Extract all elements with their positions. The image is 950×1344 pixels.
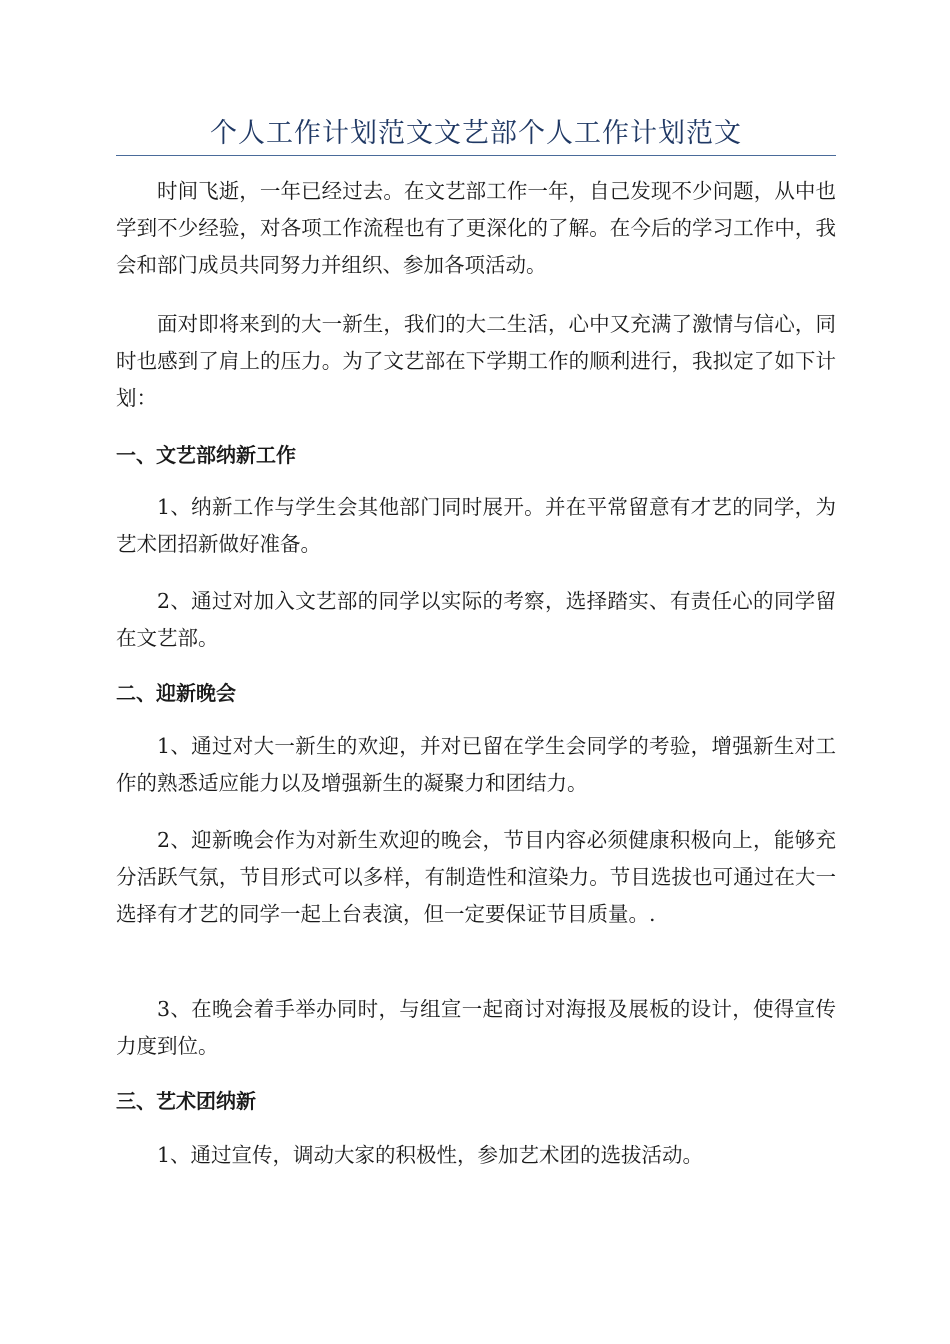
section-2-item-2	[116, 822, 836, 933]
section-heading-1	[116, 440, 836, 470]
intro-paragraph-1	[116, 173, 836, 284]
document-title: 个人工作计划范文文艺部个人工作计划范文	[210, 118, 742, 149]
section-heading-2	[116, 678, 836, 708]
section-heading-3	[116, 1086, 836, 1116]
list-item: 2、迎新晚会作为对新生欢迎的晚会，节目内容必须健康积极向上，能够充分活跃气氛，节目形式可以多样，有制造性和渲染力。节目选拔也可通过在大一选择有才艺的同学一起上台表演，但一定要保证节目质量。.	[116, 828, 836, 926]
section-heading: 二、迎新晚会	[116, 681, 236, 705]
title-underline	[116, 155, 836, 156]
list-item: 1、通过宣传，调动大家的积极性，参加艺术团的选拔活动。	[157, 1143, 704, 1167]
section-heading: 三、艺术团纳新	[116, 1089, 256, 1113]
paragraph-text: 时间飞逝，一年已经过去。在文艺部工作一年，自己发现不少问题，从中也学到不少经验，对各项工作流程也有了更深化的了解。在今后的学习工作中，我会和部门成员共同努力并组织、参加各项活动。	[116, 179, 836, 277]
intro-paragraph-2	[116, 306, 836, 417]
section-2-item-3	[116, 991, 836, 1065]
list-item: 1、通过对大一新生的欢迎，并对已留在学生会同学的考验，增强新生对工作的熟悉适应能力以及增强新生的凝聚力和团结力。	[116, 734, 836, 795]
section-heading: 一、文艺部纳新工作	[116, 443, 296, 467]
section-3-item-1	[116, 1137, 836, 1174]
section-2-item-1	[116, 728, 836, 802]
list-item: 3、在晚会着手举办同时，与组宣一起商讨对海报及展板的设计，使得宣传力度到位。	[116, 997, 836, 1058]
section-1-item-2	[116, 583, 836, 657]
list-item: 2、通过对加入文艺部的同学以实际的考察，选择踏实、有责任心的同学留在文艺部。	[116, 589, 836, 650]
paragraph-text: 面对即将来到的大一新生，我们的大二生活，心中又充满了激情与信心，同时也感到了肩上的压力。为了文艺部在下学期工作的顺利进行，我拟定了如下计划：	[116, 312, 836, 410]
list-item: 1、纳新工作与学生会其他部门同时展开。并在平常留意有才艺的同学，为艺术团招新做好准备。	[116, 495, 836, 556]
section-1-item-1	[116, 489, 836, 563]
